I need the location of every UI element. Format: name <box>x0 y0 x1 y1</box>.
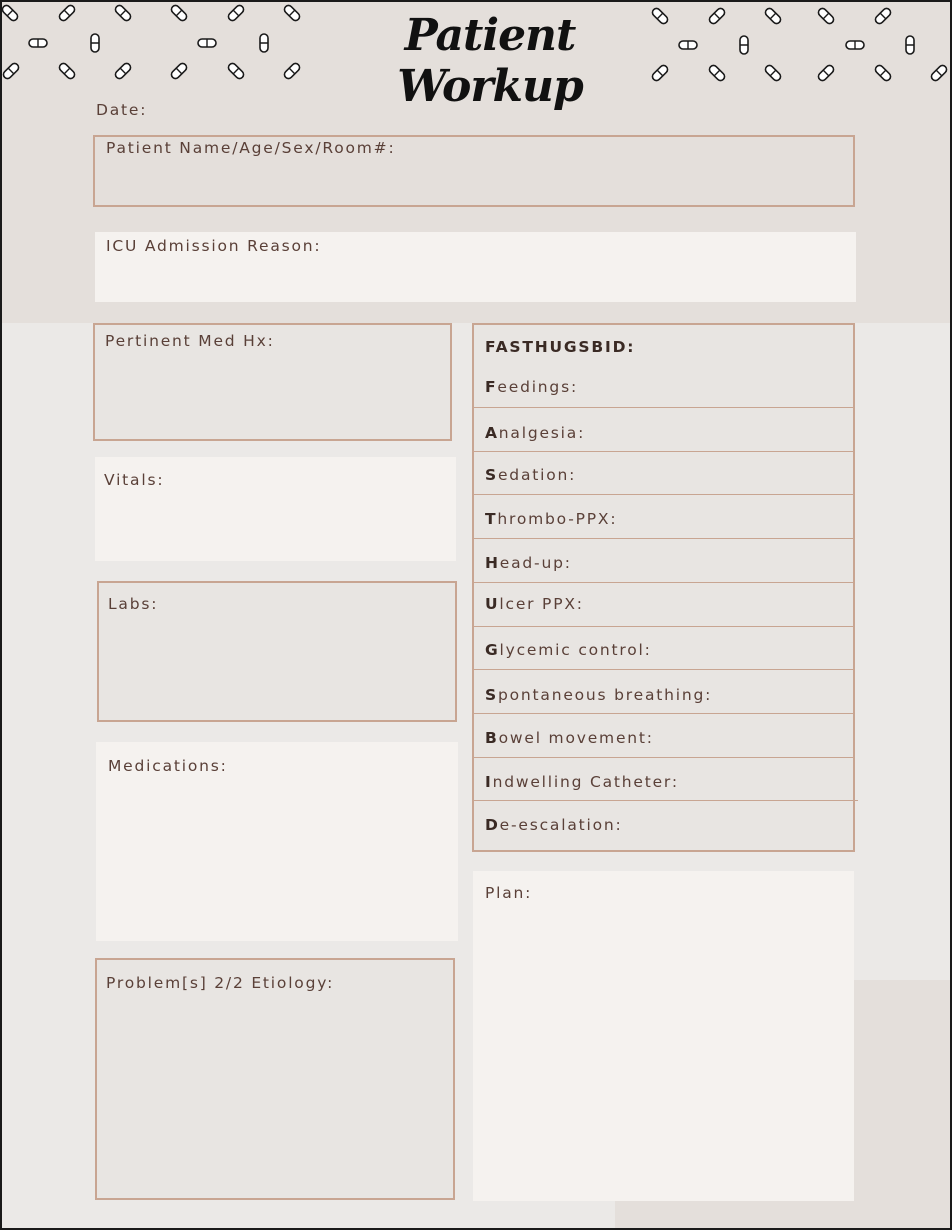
item-initial: T <box>485 510 498 528</box>
plan-label: Plan: <box>485 884 533 902</box>
fasthugsbid-item[interactable] <box>485 729 654 747</box>
divider <box>474 713 854 714</box>
icu-reason-label: ICU Admission Reason: <box>106 237 322 255</box>
pill-icon <box>90 33 100 53</box>
fasthugsbid-item[interactable] <box>485 424 585 442</box>
item-initial: S <box>485 686 498 704</box>
labs-label: Labs: <box>108 595 159 613</box>
divider <box>474 582 854 583</box>
item-initial: S <box>485 466 498 484</box>
item-text: hrombo-PPX: <box>497 510 618 528</box>
item-initial: F <box>485 378 498 396</box>
item-text: pontaneous breathing: <box>497 686 713 704</box>
divider <box>474 407 854 408</box>
divider <box>474 538 854 539</box>
divider <box>474 451 854 452</box>
item-initial: B <box>485 729 499 747</box>
item-text: edation: <box>497 466 577 484</box>
divider <box>474 669 854 670</box>
medications-label: Medications: <box>108 757 228 775</box>
patient-info-label: Patient Name/Age/Sex/Room#: <box>106 139 396 157</box>
pill-icon <box>845 40 865 50</box>
item-text: lycemic control: <box>499 641 652 659</box>
item-text: nalgesia: <box>498 424 586 442</box>
pill-icon <box>678 40 698 50</box>
vitals-label: Vitals: <box>104 471 165 489</box>
item-initial: A <box>485 424 499 442</box>
fasthugsbid-item[interactable] <box>485 466 576 484</box>
date-label: Date: <box>96 101 148 119</box>
pill-icon <box>905 35 915 55</box>
divider <box>474 757 854 758</box>
item-text: ndwelling Catheter: <box>492 773 679 791</box>
item-text: eedings: <box>497 378 578 396</box>
item-initial: H <box>485 554 500 572</box>
item-text: e-escalation: <box>499 816 623 834</box>
divider <box>474 800 858 801</box>
item-text: owel movement: <box>498 729 654 747</box>
fasthugsbid-item[interactable] <box>485 510 617 528</box>
item-initial: G <box>485 641 500 659</box>
fasthugsbid-item[interactable] <box>485 554 572 572</box>
item-initial: I <box>485 773 493 791</box>
problems-label: Problem[s] 2/2 Etiology: <box>106 974 335 992</box>
problems-field[interactable] <box>95 958 455 1200</box>
fasthugsbid-item[interactable] <box>485 378 578 396</box>
fasthugsbid-item[interactable] <box>485 773 679 791</box>
pill-icon <box>197 38 217 48</box>
item-initial: D <box>485 816 500 834</box>
fasthugsbid-item[interactable] <box>485 816 623 834</box>
fasthugsbid-item[interactable] <box>485 686 712 704</box>
fasthugsbid-title: FASTHUGSBID: <box>485 338 636 356</box>
pill-icon <box>259 33 269 53</box>
fasthugsbid-item[interactable] <box>485 595 584 613</box>
divider <box>474 494 854 495</box>
med-hx-label: Pertinent Med Hx: <box>105 332 275 350</box>
item-initial: U <box>485 595 500 613</box>
page-title: Patient Workup <box>397 10 583 112</box>
plan-field[interactable] <box>473 871 854 1201</box>
pill-icon <box>28 38 48 48</box>
item-text: ead-up: <box>499 554 572 572</box>
item-text: lcer PPX: <box>499 595 584 613</box>
pill-icon <box>739 35 749 55</box>
divider <box>474 626 854 627</box>
fasthugsbid-item[interactable] <box>485 641 652 659</box>
